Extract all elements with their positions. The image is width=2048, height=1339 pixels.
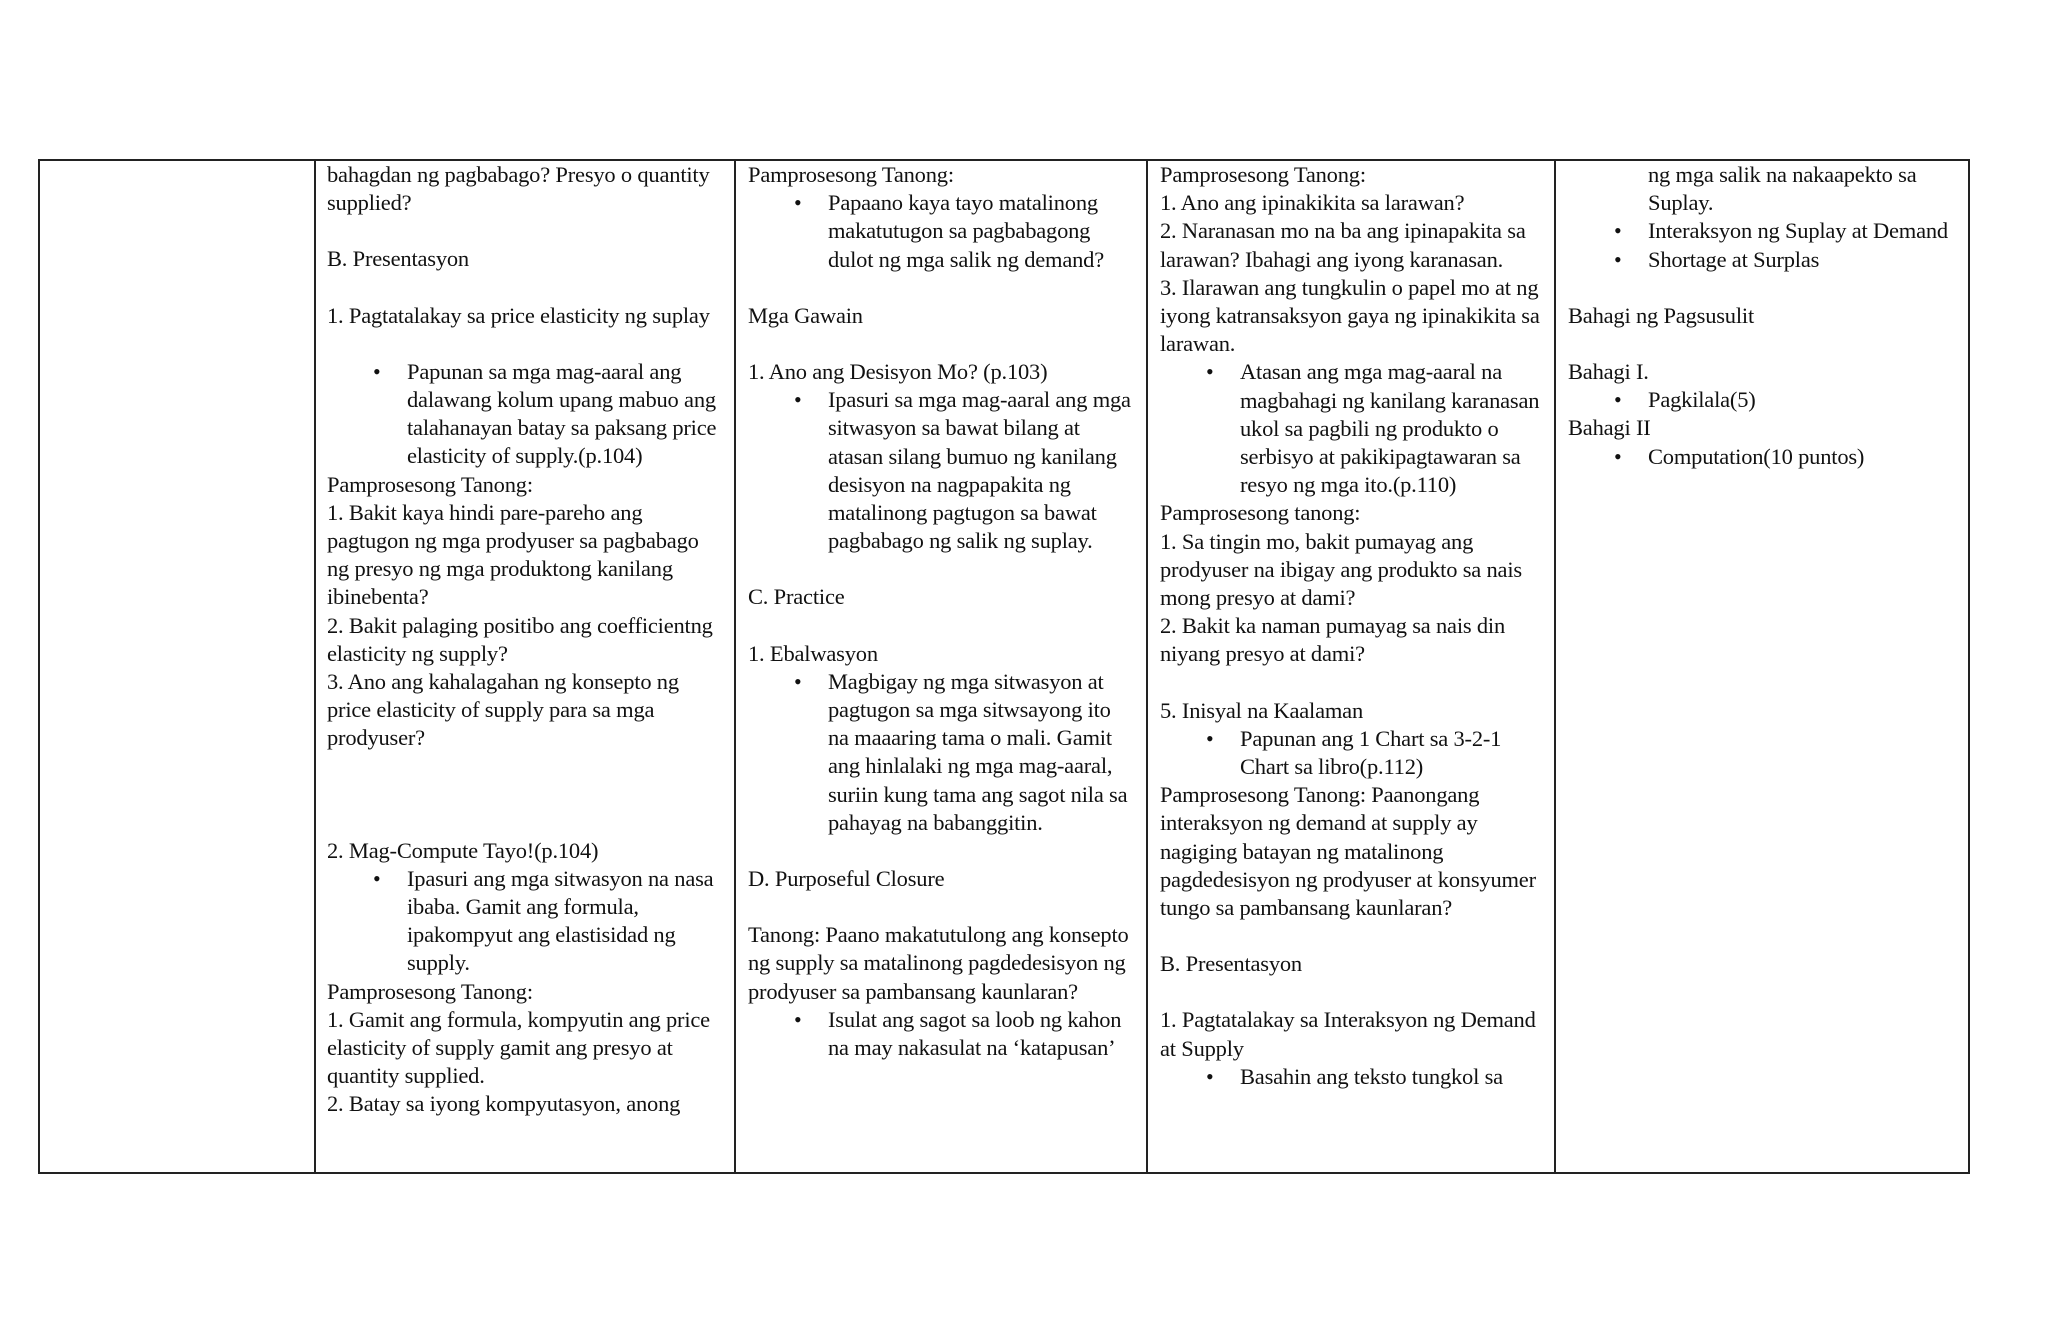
text-line: 1. Ano ang Desisyon Mo? (p.103) [748, 359, 1048, 385]
text-line: bahagdan ng pagbabago? Presyo o quantity supplied? [327, 162, 710, 216]
spacer [1568, 330, 1958, 358]
table-cell-presentasyon [315, 160, 735, 1173]
spacer [1568, 274, 1958, 302]
spacer [1160, 669, 1544, 697]
list-item-text: Papunan sa mga mag-aaral ang dalawang kolum upang mabuo ang talahanayan batay sa paksang price elasticity of supply.(p.104) [407, 358, 717, 469]
list-item-text: Computation(10 puntos) [1648, 443, 1865, 469]
text-line: 1. Sa tingin mo, bakit pumayag ang prodyuser na ibigay ang produkto sa nais mong presyo at dami? [1160, 528, 1522, 611]
spacer [748, 837, 1136, 865]
text-line: Bahagi ng Pagsusulit [1568, 302, 1754, 328]
text-line: Bahagi II [1568, 415, 1651, 441]
bullet-icon: • [1614, 443, 1622, 469]
bullet-list [748, 1006, 1136, 1062]
lesson-plan-table [38, 159, 1970, 1174]
list-item [1648, 161, 1958, 217]
spacer [327, 330, 724, 358]
bullet-list [1568, 443, 1958, 471]
table-cell-interaksyon [1147, 160, 1555, 1173]
text-line: Pamprosesong tanong: [1160, 500, 1361, 526]
table-cell-gawain [735, 160, 1147, 1173]
bullet-list [1568, 217, 1958, 273]
text-line: D. Purposeful Closure [748, 866, 945, 892]
list-item [1206, 1063, 1544, 1091]
list-item-text: Interaksyon ng Suplay at Demand [1648, 218, 1948, 244]
list-item [794, 189, 1136, 274]
list-item-text: Pagkilala(5) [1648, 387, 1756, 413]
list-item-text: Shortage at Surplas [1648, 246, 1820, 272]
bullet-list [1160, 1063, 1544, 1091]
text-line: 1. Bakit kaya hindi pare-pareho ang pagtugon ng mga prodyuser sa pagbabago ng presyo ng mga produktong kanilang ibinebenta? [327, 499, 699, 610]
spacer [748, 555, 1136, 583]
spacer [327, 753, 724, 837]
bullet-icon: • [1206, 1063, 1214, 1089]
list-item-text: Atasan ang mga mag-aaral na magbahagi ng kanilang karanasan ukol sa pagbili ng produkto o serbisyo at pakikipagtawaran sa resyo ng mga ito.(p.110) [1240, 359, 1540, 498]
table-cell-empty [39, 160, 315, 1173]
list-item [794, 386, 1136, 555]
spacer [748, 612, 1136, 640]
text-line: Mga Gawain [748, 302, 863, 328]
text-line: 2. Naranasan mo na ba ang ipinapakita sa larawan? Ibahagi ang iyong karanasan. [1160, 218, 1526, 272]
text-line: 1. Pagtatalakay sa price elasticity ng suplay [327, 302, 710, 328]
bullet-list [748, 189, 1136, 274]
list-item [373, 865, 724, 978]
bullet-list [748, 668, 1136, 837]
list-item [1206, 725, 1544, 781]
text-line: B. Presentasyon [1160, 951, 1302, 977]
text-line: 2. Batay sa iyong kompyutasyon, anong [327, 1091, 681, 1117]
table-cell-pagsusulit [1555, 160, 1969, 1173]
list-item-text: ng mga salik na nakaapekto sa Suplay. [1648, 162, 1917, 216]
text-line: 1. Pagtatalakay sa Interaksyon ng Demand at Supply [1160, 1007, 1536, 1061]
list-item-text: Ipasuri ang mga sitwasyon na nasa ibaba. Gamit ang formula, ipakompyut ang elastisidad ng supply. [407, 865, 714, 976]
list-item [1614, 386, 1958, 414]
list-item-text: Isulat ang sagot sa loob ng kahon na may nakasulat na ‘katapusan’ [828, 1006, 1122, 1061]
bullet-icon: • [794, 387, 802, 413]
list-item-text: Magbigay ng mga sitwasyon at pagtugon sa mga sitwsayong ito na maaaring tama o mali. Gamit ang hinlalaki ng mga mag-aaral, suriin kung tama ang sagot nila sa pahayag na babanggitin. [828, 668, 1128, 835]
text-line: Tanong: Paano makatutulong ang konsepto ng supply sa matalinong pagdedesisyon ng prodyuser sa pambansang kaunlaran? [748, 922, 1129, 1004]
spacer [1160, 978, 1544, 1006]
spacer [748, 330, 1136, 358]
list-item-text: Basahin ang teksto tungkol sa [1240, 1063, 1503, 1089]
list-item [1206, 358, 1544, 499]
text-line: 3. Ilarawan ang tungkulin o papel mo at ng iyong katransaksyon gaya ng ipinakikita sa larawan. [1160, 274, 1540, 357]
text-line: Pamprosesong Tanong: [1160, 162, 1366, 187]
bullet-icon: • [1206, 725, 1214, 751]
bullet-icon: • [794, 668, 802, 694]
list-item [794, 1006, 1136, 1062]
list-item-text: Papunan ang 1 Chart sa 3-2-1 Chart sa libro(p.112) [1240, 725, 1502, 780]
list-item-text: Papaano kaya tayo matalinong makatutugon sa pagbabagong dulot ng mga salik ng demand? [828, 190, 1105, 272]
text-line: 1. Ano ang ipinakikita sa larawan? [1160, 190, 1465, 216]
text-line: 2. Mag-Compute Tayo!(p.104) [327, 837, 599, 863]
text-line: 1. Ebalwasyon [748, 640, 878, 666]
bullet-list [327, 358, 724, 471]
text-line: Pamprosesong Tanong: [327, 978, 533, 1004]
bullet-icon: • [1614, 246, 1622, 272]
bullet-list [327, 865, 724, 978]
text-line: 1. Gamit ang formula, kompyutin ang price elasticity of supply gamit ang presyo at quantity supplied. [327, 1006, 710, 1089]
spacer [327, 217, 724, 245]
spacer [748, 274, 1136, 302]
bullet-list [748, 386, 1136, 555]
text-line: 2. Bakit palaging positibo ang coefficientng elasticity ng supply? [327, 612, 713, 666]
bullet-icon: • [794, 190, 802, 216]
spacer [1160, 922, 1544, 950]
list-item [373, 358, 724, 471]
bullet-list [1160, 725, 1544, 781]
bullet-list [1160, 358, 1544, 499]
text-line: Bahagi I. [1568, 359, 1649, 385]
text-line: 3. Ano ang kahalagahan ng konsepto ng price elasticity of supply para sa mga prodyuser? [327, 669, 679, 751]
text-line: C. Practice [748, 584, 845, 610]
list-item [1614, 246, 1958, 274]
text-line: Pamprosesong Tanong: Paanongang interaksyon ng demand at supply ay nagiging batayan ng matalinong pagdedesisyon ng prodyuser at konsyumer tungo sa pambansang kaunlaran? [1160, 782, 1536, 921]
spacer [748, 893, 1136, 921]
list-item [794, 668, 1136, 837]
bullet-icon: • [373, 865, 381, 891]
text-line: 5. Inisyal na Kaalaman [1160, 697, 1364, 723]
spacer [327, 274, 724, 302]
bullet-icon: • [1614, 218, 1622, 244]
text-line: Pamprosesong Tanong: [748, 162, 954, 187]
list-item [1614, 217, 1958, 245]
bullet-list [1568, 161, 1958, 217]
list-item-text: Ipasuri sa mga mag-aaral ang mga sitwasyon sa bawat bilang at atasan silang bumuo ng kanilang desisyon na nagpapakita ng matalinong pagtugon sa bawat pagbabago ng salik ng suplay. [828, 387, 1131, 554]
text-line: Pamprosesong Tanong: [327, 471, 533, 497]
text-line: 2. Bakit ka naman pumayag sa nais din niyang presyo at dami? [1160, 613, 1506, 667]
text-line: B. Presentasyon [327, 246, 469, 272]
bullet-list [1568, 386, 1958, 414]
bullet-icon: • [794, 1006, 802, 1032]
bullet-icon: • [1206, 359, 1214, 385]
table-row [39, 160, 1969, 1173]
bullet-icon: • [1614, 387, 1622, 413]
bullet-icon: • [373, 358, 381, 384]
list-item [1614, 443, 1958, 471]
